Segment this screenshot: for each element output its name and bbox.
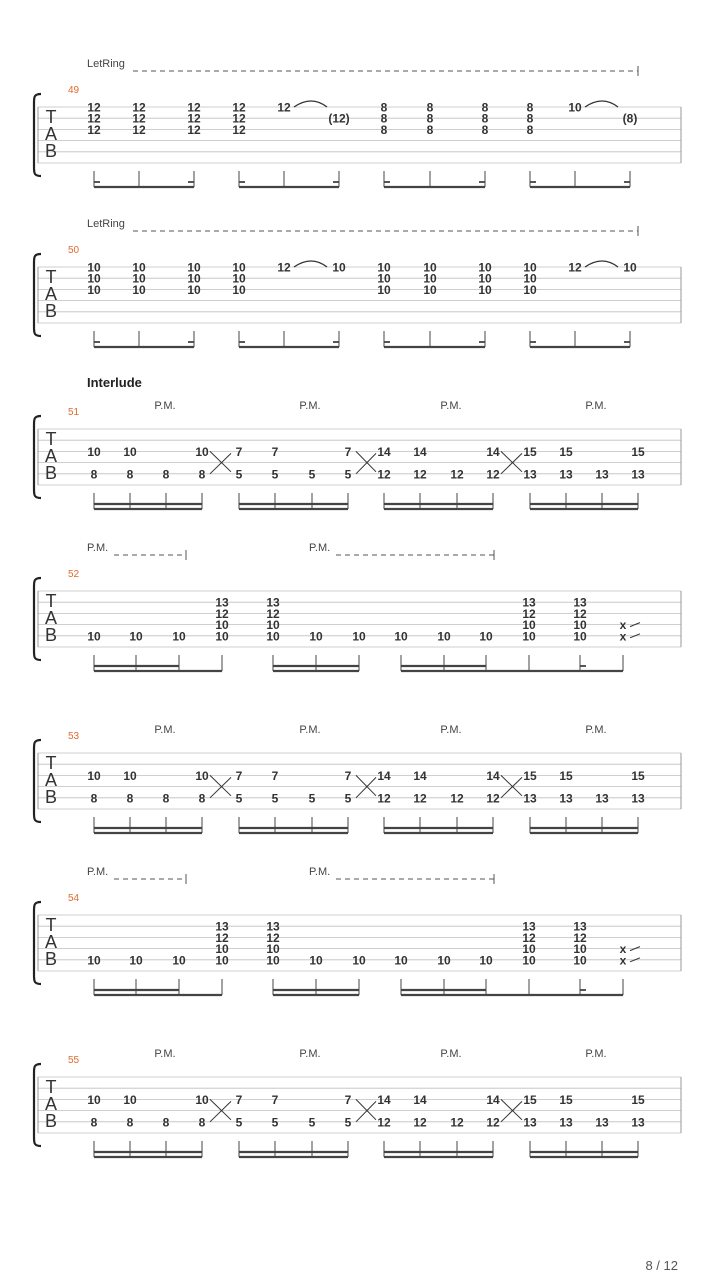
- tab-clef-letter: T: [45, 915, 57, 935]
- fret-number: 10: [377, 271, 391, 286]
- fret-number: 10: [623, 260, 637, 275]
- fret-number: 15: [523, 768, 537, 783]
- fret-number: 10: [437, 629, 451, 644]
- fret-number: 10: [123, 1092, 137, 1107]
- palm-mute-label: P.M.: [87, 542, 109, 554]
- fret-number: 13: [559, 1115, 573, 1130]
- fret-number: 12: [132, 122, 146, 137]
- fret-number: 15: [631, 444, 645, 459]
- fret-number: 12: [486, 1115, 500, 1130]
- tab-clef-letter: B: [44, 787, 58, 807]
- fret-number: 12: [568, 260, 582, 275]
- fret-number: 10: [132, 282, 146, 297]
- fret-number: 10: [423, 282, 437, 297]
- fret-number: 8: [198, 467, 206, 482]
- fret-number: 12: [277, 100, 291, 115]
- palm-mute-label: P.M.: [440, 400, 462, 412]
- page-number: 8 / 12: [645, 1258, 678, 1273]
- fret-number: 7: [271, 1092, 279, 1107]
- palm-mute-label: P.M.: [154, 400, 176, 412]
- fret-number: 12: [486, 467, 500, 482]
- measure-number: 53: [68, 731, 80, 742]
- slide-line: [210, 1099, 231, 1119]
- slide-line: [356, 775, 376, 795]
- fret-number: 14: [413, 444, 427, 459]
- fret-number: 5: [344, 467, 352, 482]
- fret-number: 10: [352, 953, 366, 968]
- fret-number: 15: [559, 1092, 573, 1107]
- fret-number: 13: [631, 1115, 645, 1130]
- fret-number: 12: [573, 930, 587, 945]
- palm-mute-label: P.M.: [299, 724, 321, 736]
- fret-number: 13: [573, 919, 587, 934]
- fret-number: 5: [271, 467, 279, 482]
- fret-number: 10: [172, 629, 186, 644]
- fret-number: 10: [195, 768, 209, 783]
- fret-number: 7: [344, 768, 352, 783]
- fret-number: 5: [235, 467, 243, 482]
- tab-clef-letter: A: [44, 770, 58, 790]
- tab-system-53: [34, 724, 681, 833]
- fret-number: 12: [266, 930, 280, 945]
- fret-number: 13: [523, 467, 537, 482]
- fret-number: 12: [266, 606, 280, 621]
- fret-number: 10: [87, 768, 101, 783]
- fret-number: 8: [526, 111, 534, 126]
- palm-mute-label: P.M.: [585, 400, 607, 412]
- tab-clef-letter: A: [44, 124, 58, 144]
- fret-number: 12: [215, 606, 229, 621]
- fret-number: 13: [522, 919, 536, 934]
- fret-number: 5: [235, 1115, 243, 1130]
- fret-number: 12: [450, 791, 464, 806]
- fret-number: 14: [486, 768, 500, 783]
- palm-mute-label: P.M.: [440, 724, 462, 736]
- fret-number: 12: [277, 260, 291, 275]
- tab-clef-letter: T: [45, 267, 57, 287]
- fret-number: 10: [522, 629, 536, 644]
- palm-mute-label: P.M.: [585, 1048, 607, 1060]
- fret-number: 8: [90, 467, 98, 482]
- fret-number: 12: [232, 122, 246, 137]
- slide-line: [210, 775, 231, 795]
- fret-number: 10: [479, 629, 493, 644]
- slide-line: [501, 775, 522, 795]
- fret-number: 12: [450, 467, 464, 482]
- fret-number: 10: [132, 271, 146, 286]
- fret-number: 13: [631, 791, 645, 806]
- palm-mute-label: P.M.: [309, 542, 331, 554]
- fret-number: 8: [526, 122, 534, 137]
- fret-number: 10: [87, 282, 101, 297]
- fret-number: 10: [132, 260, 146, 275]
- tab-clef-letter: A: [44, 284, 58, 304]
- tie-arc: [294, 261, 327, 267]
- fret-number: 12: [215, 930, 229, 945]
- tab-clef-letter: A: [44, 1094, 58, 1114]
- fret-number: 10: [87, 260, 101, 275]
- fret-number: 10: [266, 629, 280, 644]
- fret-number: 15: [523, 1092, 537, 1107]
- fret-number: 10: [573, 953, 587, 968]
- fret-number: 12: [132, 111, 146, 126]
- palm-mute-label: P.M.: [87, 866, 109, 878]
- fret-number: 13: [631, 467, 645, 482]
- fret-number: 13: [595, 1115, 609, 1130]
- fret-number: 12: [486, 791, 500, 806]
- fret-number: (12): [328, 111, 350, 126]
- fret-number: 12: [413, 791, 427, 806]
- fret-number: 7: [235, 768, 243, 783]
- fret-number: 10: [522, 953, 536, 968]
- fret-number: 10: [215, 942, 229, 957]
- fret-number: 13: [523, 1115, 537, 1130]
- fret-number: 13: [522, 595, 536, 610]
- fret-number: 12: [132, 100, 146, 115]
- fret-number: 8: [162, 467, 170, 482]
- fret-number: 10: [187, 271, 201, 286]
- fret-number: 12: [87, 111, 101, 126]
- fret-number: 8: [380, 111, 388, 126]
- fret-number: x: [619, 942, 627, 957]
- fret-number: 5: [271, 1115, 279, 1130]
- measure-number: 51: [68, 407, 80, 418]
- fret-number: 7: [271, 444, 279, 459]
- fret-number: 10: [523, 260, 537, 275]
- fret-number: 14: [377, 768, 391, 783]
- fret-number: 8: [126, 1115, 134, 1130]
- fret-number: 13: [573, 595, 587, 610]
- palm-mute-label: P.M.: [309, 866, 331, 878]
- fret-number: 13: [595, 791, 609, 806]
- tab-clef-letter: T: [45, 1077, 57, 1097]
- fret-number: 5: [308, 791, 316, 806]
- fret-number: 12: [87, 100, 101, 115]
- fret-number: 10: [215, 618, 229, 633]
- fret-number: 5: [344, 791, 352, 806]
- fret-number: 10: [215, 953, 229, 968]
- fret-number: 10: [187, 260, 201, 275]
- fret-number: 7: [344, 444, 352, 459]
- fret-number: 13: [523, 791, 537, 806]
- fret-number: 10: [266, 942, 280, 957]
- section-label: Interlude: [87, 375, 142, 390]
- slide-line: [501, 777, 522, 797]
- fret-number: 10: [309, 953, 323, 968]
- fret-number: 12: [187, 111, 201, 126]
- tab-clef-letter: B: [44, 1111, 58, 1131]
- fret-number: 14: [486, 1092, 500, 1107]
- fret-number: 13: [266, 595, 280, 610]
- fret-number: 10: [87, 629, 101, 644]
- fret-number: 8: [481, 111, 489, 126]
- tab-clef-letter: A: [44, 446, 58, 466]
- fret-number: 8: [198, 791, 206, 806]
- fret-number: 14: [486, 444, 500, 459]
- fret-number: 10: [172, 953, 186, 968]
- measure-number: 55: [68, 1055, 80, 1066]
- fret-number: 12: [187, 122, 201, 137]
- palm-mute-label: P.M.: [440, 1048, 462, 1060]
- tab-clef-letter: T: [45, 753, 57, 773]
- letring-label: LetRing: [87, 218, 125, 230]
- palm-mute-label: P.M.: [299, 400, 321, 412]
- fret-number: 10: [573, 942, 587, 957]
- fret-number: 10: [232, 271, 246, 286]
- fret-number: 10: [479, 953, 493, 968]
- slide-line: [356, 453, 376, 473]
- fret-number: 10: [573, 629, 587, 644]
- fret-number: 10: [522, 942, 536, 957]
- fret-number: 10: [266, 618, 280, 633]
- fret-number: 12: [377, 467, 391, 482]
- fret-number: 10: [87, 1092, 101, 1107]
- measure-number: 52: [68, 569, 80, 580]
- fret-number: 8: [481, 122, 489, 137]
- fret-number: 10: [87, 271, 101, 286]
- palm-mute-label: P.M.: [299, 1048, 321, 1060]
- fret-number: 8: [426, 100, 434, 115]
- fret-number: 12: [522, 930, 536, 945]
- tab-clef-letter: B: [44, 949, 58, 969]
- tie-arc: [294, 101, 327, 107]
- fret-number: 10: [437, 953, 451, 968]
- fret-number: 5: [344, 1115, 352, 1130]
- tab-system-55: [34, 1048, 681, 1157]
- fret-number: 10: [215, 629, 229, 644]
- fret-number: 8: [380, 122, 388, 137]
- fret-number: 8: [90, 1115, 98, 1130]
- fret-number: 10: [522, 618, 536, 633]
- tab-clef-letter: A: [44, 932, 58, 952]
- fret-number: 10: [478, 282, 492, 297]
- slide-line: [210, 777, 231, 797]
- fret-number: 8: [426, 122, 434, 137]
- fret-number: x: [619, 629, 627, 644]
- palm-mute-label: P.M.: [585, 724, 607, 736]
- fret-number: 10: [195, 444, 209, 459]
- fret-number: 10: [332, 260, 346, 275]
- fret-number: 10: [423, 260, 437, 275]
- measure-number: 50: [68, 245, 80, 256]
- slide-line: [210, 1101, 231, 1121]
- tie-arc: [585, 101, 618, 107]
- fret-number: 10: [377, 260, 391, 275]
- fret-number: 10: [266, 953, 280, 968]
- tab-system-50: [34, 218, 681, 347]
- fret-number: 8: [162, 791, 170, 806]
- fret-number: 10: [309, 629, 323, 644]
- fret-number: 10: [123, 768, 137, 783]
- measure-number: 54: [68, 893, 80, 904]
- tab-clef-letter: T: [45, 429, 57, 449]
- fret-number: 10: [377, 282, 391, 297]
- tab-clef-letter: B: [44, 625, 58, 645]
- fret-number: 10: [573, 618, 587, 633]
- tab-system-52: [34, 542, 681, 671]
- fret-number: 7: [235, 1092, 243, 1107]
- fret-number: 14: [377, 1092, 391, 1107]
- fret-number: 13: [215, 595, 229, 610]
- fret-number: 10: [87, 444, 101, 459]
- fret-number: 10: [129, 629, 143, 644]
- fret-number: 10: [123, 444, 137, 459]
- fret-number: 15: [523, 444, 537, 459]
- fret-number: 5: [235, 791, 243, 806]
- fret-number: 8: [126, 467, 134, 482]
- tab-clef-letter: B: [44, 463, 58, 483]
- fret-number: 8: [380, 100, 388, 115]
- fret-number: 15: [559, 444, 573, 459]
- fret-number: 13: [266, 919, 280, 934]
- tab-clef-letter: T: [45, 107, 57, 127]
- fret-number: x: [619, 618, 627, 633]
- fret-number: 10: [232, 260, 246, 275]
- fret-number: 10: [394, 629, 408, 644]
- fret-number: 14: [377, 444, 391, 459]
- fret-number: 12: [232, 100, 246, 115]
- fret-number: 10: [129, 953, 143, 968]
- fret-number: x: [619, 953, 627, 968]
- fret-number: 8: [198, 1115, 206, 1130]
- fret-number: 10: [423, 271, 437, 286]
- fret-number: 10: [568, 100, 582, 115]
- fret-number: 5: [308, 1115, 316, 1130]
- fret-number: 10: [478, 271, 492, 286]
- fret-number: 13: [559, 467, 573, 482]
- tab-system-54: [34, 866, 681, 995]
- fret-number: 12: [232, 111, 246, 126]
- tab-clef-letter: A: [44, 608, 58, 628]
- fret-number: 8: [90, 791, 98, 806]
- slide-line: [356, 1099, 376, 1119]
- fret-number: 14: [413, 1092, 427, 1107]
- fret-number: 12: [413, 1115, 427, 1130]
- fret-number: 7: [271, 768, 279, 783]
- fret-number: 10: [394, 953, 408, 968]
- fret-number: 8: [426, 111, 434, 126]
- fret-number: 12: [377, 1115, 391, 1130]
- slide-line: [501, 451, 522, 471]
- fret-number: 10: [232, 282, 246, 297]
- fret-number: 13: [559, 791, 573, 806]
- fret-number: 12: [573, 606, 587, 621]
- fret-number: 12: [413, 467, 427, 482]
- measure-number: 49: [68, 85, 80, 96]
- fret-number: 10: [523, 271, 537, 286]
- tab-clef-letter: T: [45, 591, 57, 611]
- fret-number: 12: [187, 100, 201, 115]
- slide-line: [501, 1099, 522, 1119]
- fret-number: 10: [87, 953, 101, 968]
- fret-number: 8: [162, 1115, 170, 1130]
- palm-mute-label: P.M.: [154, 724, 176, 736]
- slide-line: [356, 451, 376, 471]
- fret-number: 12: [522, 606, 536, 621]
- slide-line: [501, 1101, 522, 1121]
- fret-number: 15: [559, 768, 573, 783]
- slide-line: [356, 777, 376, 797]
- fret-number: 12: [87, 122, 101, 137]
- fret-number: 10: [523, 282, 537, 297]
- fret-number: 10: [478, 260, 492, 275]
- fret-number: 14: [413, 768, 427, 783]
- slide-line: [210, 453, 231, 473]
- fret-number: 15: [631, 1092, 645, 1107]
- tab-system-49: [34, 58, 681, 187]
- fret-number: 5: [271, 791, 279, 806]
- fret-number: 5: [308, 467, 316, 482]
- tab-system-51: [34, 375, 681, 509]
- fret-number: 13: [595, 467, 609, 482]
- fret-number: 13: [215, 919, 229, 934]
- tie-arc: [585, 261, 618, 267]
- fret-number: 10: [195, 1092, 209, 1107]
- fret-number: 8: [481, 100, 489, 115]
- fret-number: 7: [344, 1092, 352, 1107]
- fret-number: 8: [126, 791, 134, 806]
- tab-clef-letter: B: [44, 141, 58, 161]
- fret-number: 7: [235, 444, 243, 459]
- fret-number: 12: [377, 791, 391, 806]
- fret-number: 10: [187, 282, 201, 297]
- fret-number: (8): [622, 111, 638, 126]
- fret-number: 15: [631, 768, 645, 783]
- fret-number: 10: [352, 629, 366, 644]
- slide-line: [210, 451, 231, 471]
- fret-number: 8: [526, 100, 534, 115]
- slide-line: [501, 453, 522, 473]
- slide-line: [356, 1101, 376, 1121]
- fret-number: 12: [450, 1115, 464, 1130]
- letring-label: LetRing: [87, 58, 125, 70]
- palm-mute-label: P.M.: [154, 1048, 176, 1060]
- tab-clef-letter: B: [44, 301, 58, 321]
